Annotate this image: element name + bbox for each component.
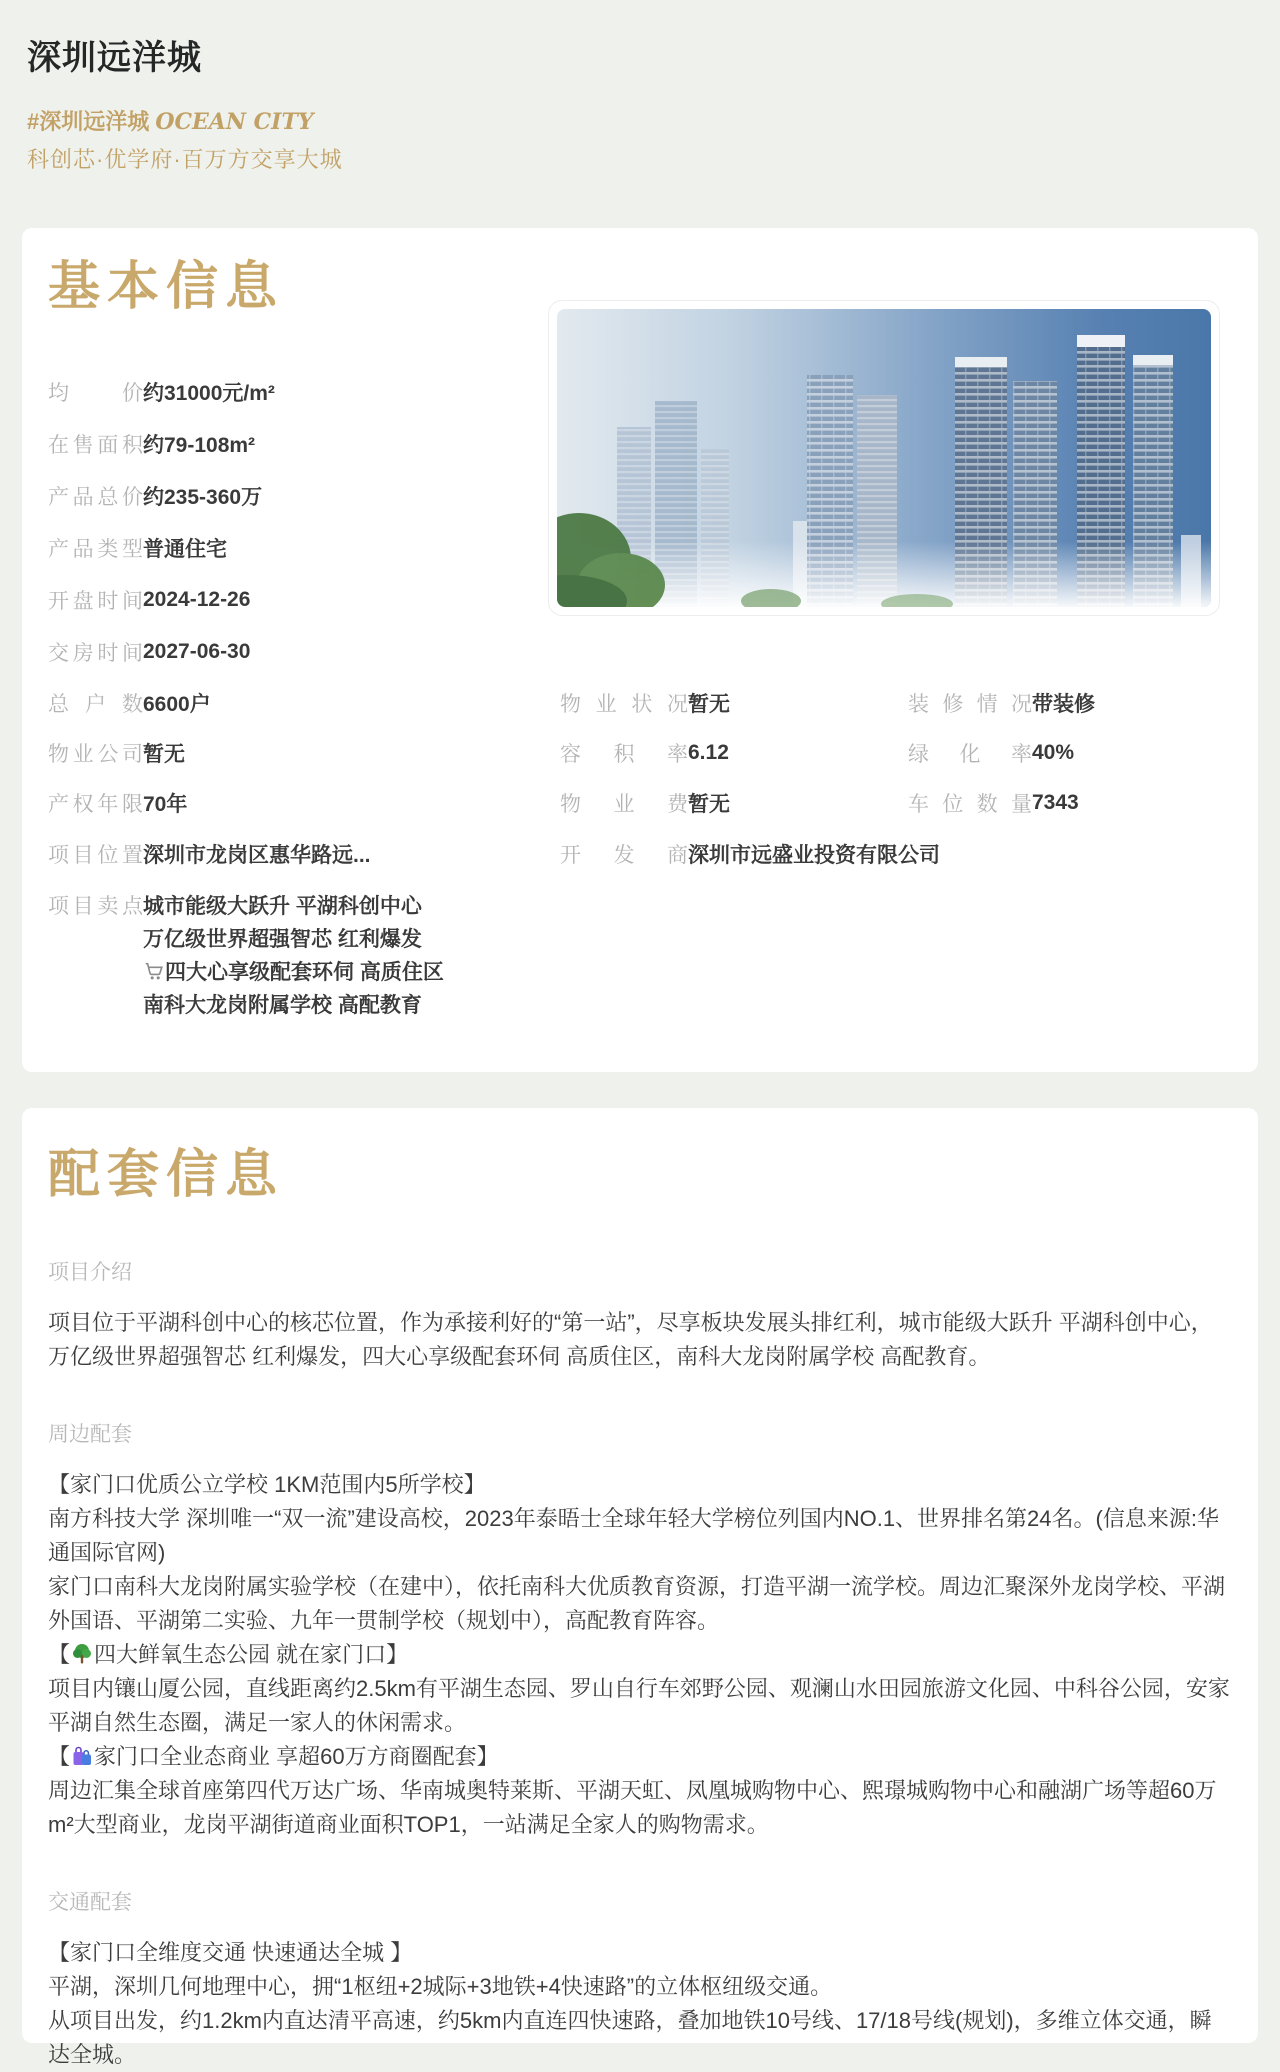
row-label: 交房时间 (48, 642, 143, 665)
periphery-headline: 【家门口优质公立学校 1KM范围内5所学校】 (48, 1472, 486, 1497)
row-value: 2024-12-26 (143, 588, 251, 611)
row-label: 产品类型 (48, 538, 143, 561)
periphery-paragraph: 南方科技大学 深圳唯一“双一流”建设高校，2023年泰晤士全球年轻大学榜位列国内NO.1、世界排名第24名。(信息来源:华通国际官网) (48, 1506, 1219, 1565)
row-value: 70年 (143, 793, 188, 816)
hashtag-cn: #深圳远洋城 (27, 109, 156, 134)
cell-households (48, 688, 560, 718)
row-value: 带装修 (1032, 693, 1095, 716)
basic-info-heading: 基本信息 (48, 258, 285, 316)
transport-paragraph: 平湖，深圳几何地理中心，拥“1枢纽+2城际+3地铁+4快速路”的立体枢纽级交通。 (48, 1974, 833, 1999)
row-value: 普通住宅 (143, 538, 227, 561)
info-grid-row-3 (48, 778, 1232, 828)
amenity-info-card (22, 1108, 1258, 2067)
page-title: 深圳远洋城 (27, 39, 202, 77)
selling-point-line: 城市能级大跃升 平湖科创中心 (143, 895, 422, 918)
row-label: 装修情况 (908, 693, 1032, 716)
periphery-paragraph: 家门口南科大龙岗附属实验学校（在建中），依托南科大优质教育资源，打造平湖一流学校。周边汇聚深外龙岗学校、平湖外国语、平湖第二实验、九年一贯制学校（规划中），高配教育阵容。 (48, 1574, 1226, 1633)
row-value: 暂无 (688, 693, 730, 716)
intro-paragraphs (48, 1306, 1232, 1374)
section-label-transport: 交通配套 (48, 1891, 132, 1914)
city-rendering-graphic (557, 309, 1211, 607)
row-label: 绿化率 (908, 743, 1032, 766)
row-label: 项目位置 (48, 844, 143, 867)
info-grid-row-1 (48, 678, 1232, 728)
info-row-location-developer (48, 828, 1232, 880)
row-value: 暂无 (143, 743, 185, 766)
periphery-paragraph: 项目内镶山厦公园，直线距离约2.5km有平湖生态园、罗山自行车郊野公园、观澜山水田园旅游文化园、中科谷公园，安家平湖自然生态圈，满足一家人的休闲需求。 (48, 1676, 1230, 1735)
row-label: 产权年限 (48, 793, 143, 816)
transport-paragraph: 从项目出发，约1.2km内直达清平高速，约5km内直连四快速路，叠加地铁10号线、17/18号线(规划)，多维立体交通，瞬达全城。 (48, 2008, 1212, 2067)
project-location-value: 深圳市龙岗区惠华路远... (143, 844, 371, 867)
tree-icon (70, 1642, 94, 1666)
row-value: 7343 (1032, 791, 1079, 814)
shopping-bags-icon (70, 1744, 94, 1768)
row-value: 6600户 (143, 693, 211, 716)
row-label: 开盘时间 (48, 590, 143, 613)
selling-point-line: 四大心享级配套环伺 高质住区 (143, 956, 444, 989)
cart-icon (143, 960, 165, 982)
selling-points (143, 890, 444, 1022)
periphery-paragraphs (48, 1468, 1232, 1842)
section-label-intro: 项目介绍 (48, 1261, 132, 1284)
row-label: 物业状况 (560, 693, 688, 716)
row-label: 车位数量 (908, 793, 1032, 816)
row-value: 暂无 (688, 793, 730, 816)
row-label: 均价 (48, 382, 143, 405)
row-label: 在售面积 (48, 434, 143, 457)
project-rendering (557, 309, 1211, 607)
row-value: 约235-360万 (143, 486, 263, 509)
selling-point-line: 南科大龙岗附属学校 高配教育 (143, 994, 422, 1017)
amenity-info-heading: 配套信息 (48, 1146, 285, 1204)
periphery-park-headline: 【 四大鲜氧生态公园 就在家门口】 (48, 1642, 409, 1667)
intro-paragraph: 项目位于平湖科创中心的核芯位置，作为承接利好的“第一站”，尽享板块发展头排红利，城市能级大跃升 平湖科创中心，万亿级世界超强智芯 红利爆发，四大心享级配套环伺 高质住区，南科大龙岗附属学校 高配教育。 (48, 1310, 1213, 1369)
project-hashtag (27, 105, 1280, 136)
row-label: 容积率 (560, 743, 688, 766)
row-value: 约31000元/m² (143, 382, 275, 405)
selling-point-line: 万亿级世界超强智芯 红利爆发 (143, 928, 422, 951)
cell-property-status (560, 688, 908, 718)
hashtag-en: OCEAN CITY (155, 109, 314, 135)
cell-decoration (908, 688, 1232, 718)
row-label: 项目卖点 (48, 895, 143, 918)
cell-parking (908, 788, 1232, 818)
transport-headline: 【家门口全维度交通 快速通达全城 】 (48, 1940, 413, 1965)
cell-property-fee (560, 788, 908, 818)
row-label: 产品总价 (48, 486, 143, 509)
row-label: 开发商 (560, 844, 688, 867)
cell-plot-ratio (560, 738, 908, 768)
cell-greening-rate (908, 738, 1232, 768)
info-row-delivery-date (48, 626, 1232, 678)
cell-location (48, 839, 560, 869)
page-header (0, 0, 1280, 174)
developer-value: 深圳市远盛业投资有限公司 (688, 844, 940, 867)
cell-developer (560, 839, 1232, 869)
project-tagline: 科创芯·优学府·百万方交享大城 (27, 147, 343, 172)
project-rendering-image (548, 300, 1220, 616)
cell-tenure (48, 788, 560, 818)
section-label-periphery: 周边配套 (48, 1423, 132, 1446)
transport-paragraphs (48, 1936, 1232, 2072)
basic-info-card (22, 228, 1258, 1072)
row-label: 总户数 (48, 693, 143, 716)
info-grid-row-2 (48, 728, 1232, 778)
periphery-paragraph: 周边汇集全球首座第四代万达广场、华南城奥特莱斯、平湖天虹、凤凰城购物中心、熙璟城购物中心和融湖广场等超60万m²大型商业，龙岗平湖街道商业面积TOP1，一站满足全家人的购物需求。 (48, 1778, 1217, 1837)
row-value: 2027-06-30 (143, 640, 251, 663)
selling-points-row (48, 890, 1232, 1022)
cell-property-company (48, 738, 560, 768)
row-label: 物业公司 (48, 743, 143, 766)
row-label: 物业费 (560, 793, 688, 816)
row-value: 40% (1032, 741, 1075, 764)
periphery-shopping-headline: 【 家门口全业态商业 享超60万方商圈配套】 (48, 1744, 499, 1769)
row-value: 6.12 (688, 741, 729, 764)
row-value: 约79-108m² (143, 434, 256, 457)
